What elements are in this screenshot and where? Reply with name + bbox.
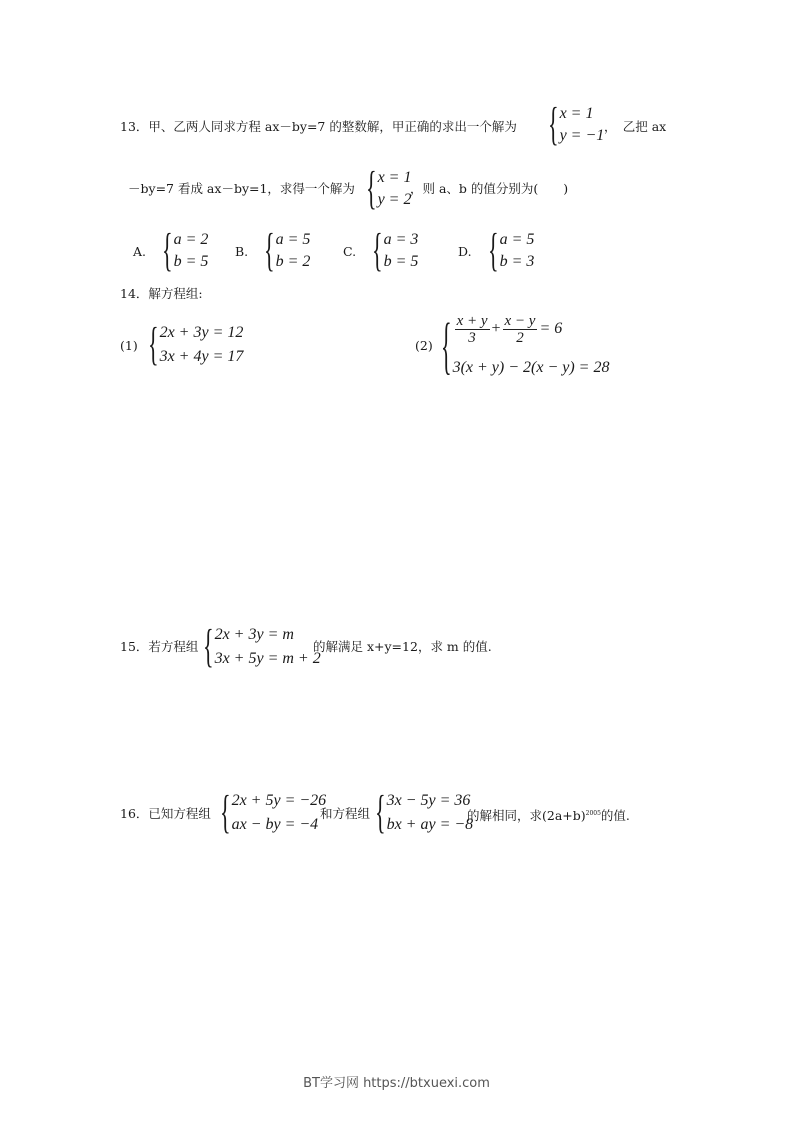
eq: bx + ay = −8 bbox=[386, 816, 474, 833]
eq: 3x − 5y = 36 bbox=[386, 792, 471, 809]
option-a bbox=[162, 223, 209, 277]
q15-system bbox=[203, 619, 321, 673]
eq: b = 5 bbox=[383, 253, 419, 270]
eq: x = 1 bbox=[559, 105, 594, 122]
brace-icon: { bbox=[162, 223, 173, 277]
option-d-label: D. bbox=[458, 244, 472, 259]
eq: y = −1 bbox=[559, 127, 605, 144]
q16-suffix: 的解相同，求$(2a+b)^{2005}$的值. bbox=[467, 808, 630, 824]
q14-part1-system bbox=[148, 317, 244, 371]
brace-icon: { bbox=[548, 97, 559, 151]
option-b bbox=[264, 223, 311, 277]
eq: x = 1 bbox=[377, 169, 412, 186]
eq: 2x + 3y = m bbox=[214, 626, 294, 643]
q16-system-1 bbox=[220, 785, 327, 839]
q13-line2: －by=7 看成 ax－by=1，求得一个解为 bbox=[128, 181, 355, 196]
brace-icon: { bbox=[366, 161, 377, 215]
brace-icon: { bbox=[203, 619, 214, 673]
brace-icon: { bbox=[264, 223, 275, 277]
fraction: $\frac{x + y}{3}$ bbox=[456, 313, 488, 346]
q16-middle: 和方程组 bbox=[320, 806, 371, 821]
q13-line1-tail: ， 乙把 ax bbox=[604, 119, 667, 134]
brace-icon: { bbox=[372, 223, 383, 277]
eq: ax − by = −4 bbox=[231, 816, 319, 833]
eq: 2x + 3y = 12 bbox=[159, 324, 244, 341]
option-b-label: B. bbox=[235, 244, 249, 259]
eq: a = 2 bbox=[173, 231, 209, 248]
q15-prefix: 15．若方程组 bbox=[120, 639, 199, 654]
q14-part1-label: (1) bbox=[120, 338, 138, 353]
eq: 3(x + y) − 2(x − y) = 28 bbox=[452, 359, 610, 376]
eq: a = 5 bbox=[499, 231, 535, 248]
eq: b = 2 bbox=[275, 253, 311, 270]
fraction: $\frac{x - y}{2}$ bbox=[504, 313, 536, 346]
brace-icon: { bbox=[375, 785, 386, 839]
eq: a = 3 bbox=[383, 231, 419, 248]
q13-solution-2 bbox=[366, 161, 412, 215]
eq: b = 3 bbox=[499, 253, 535, 270]
brace-icon: { bbox=[488, 223, 499, 277]
q13-line1: 13．甲、乙两人同求方程 ax－by=7 的整数解，甲正确的求出一个解为 bbox=[120, 119, 517, 134]
q16-system-2 bbox=[375, 785, 474, 839]
q13-solution-1 bbox=[548, 97, 605, 151]
brace-icon: { bbox=[148, 317, 159, 371]
option-c-label: C. bbox=[343, 244, 357, 259]
eq: a = 5 bbox=[275, 231, 311, 248]
q14-part2-label: (2) bbox=[415, 338, 433, 353]
option-a-label: A. bbox=[133, 244, 147, 259]
eq: 2x + 5y = −26 bbox=[231, 792, 327, 809]
q14-title: 14．解方程组: bbox=[120, 286, 203, 301]
eq: 3x + 4y = 17 bbox=[159, 348, 244, 365]
eq: b = 5 bbox=[173, 253, 209, 270]
option-d bbox=[488, 223, 535, 277]
exponent: 2005 bbox=[585, 810, 601, 817]
brace-icon: { bbox=[220, 785, 231, 839]
q15-suffix: 的解满足 x+y=12，求 m 的值. bbox=[313, 639, 492, 654]
eq: y = 2 bbox=[377, 191, 412, 208]
eq-fraction-line: $\frac{x + y}{3}$ + $\frac{x - y}{2}$ = 6 bbox=[456, 313, 563, 346]
footer-watermark: BT学习网 https://btxuexi.com bbox=[303, 1076, 490, 1091]
q14-part2-system bbox=[441, 308, 610, 381]
q13-line2-tail: ，则 a、b 的值分别为( ) bbox=[410, 181, 569, 196]
option-c bbox=[372, 223, 419, 277]
q16-prefix: 16．已知方程组 bbox=[120, 806, 211, 821]
brace-icon: { bbox=[441, 308, 452, 381]
eq: 3x + 5y = m + 2 bbox=[214, 650, 321, 667]
